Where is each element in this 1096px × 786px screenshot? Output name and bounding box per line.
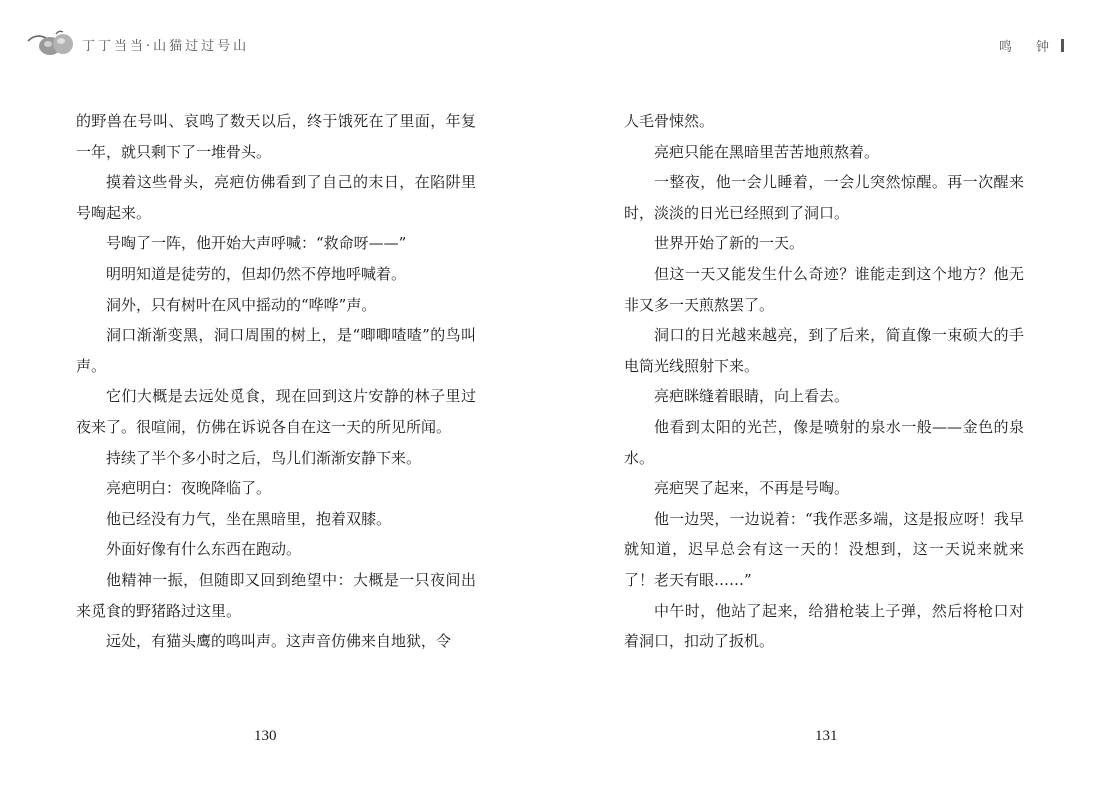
paragraph: 但这一天又能发生什么奇迹？谁能走到这个地方？他无非又多一天煎熬罢了。 — [624, 264, 1024, 314]
paragraph: 洞口渐渐变黑，洞口周围的树上，是“唧唧喳喳”的鸟叫声。 — [76, 326, 476, 375]
paragraph: 洞外，只有树叶在风中摇动的“哗哗”声。 — [106, 295, 377, 314]
paragraph: 人毛骨悚然。 — [624, 112, 715, 130]
paragraph: 摸着这些骨头，亮疤仿佛看到了自己的末日，在陷阱里号啕起来。 — [76, 173, 476, 222]
chapter-title: 鸣 钟 — [998, 40, 1059, 55]
paragraph: 他精神一振，但随即又回到绝望中：大概是一只夜间出来觅食的野猪路过这里。 — [76, 570, 476, 620]
paragraph: 洞口的日光越来越亮，到了后来，简直像一束硕大的手电筒光线照射下来。 — [624, 326, 1024, 375]
paragraph: 世界开始了新的一天。 — [654, 234, 805, 253]
paragraph: 亮疤明白：夜晚降临了。 — [106, 479, 272, 498]
paragraph: 亮疤眯缝着眼睛，向上看去。 — [654, 387, 850, 406]
paragraph: 一整夜，他一会儿睡着，一会儿突然惊醒。再一次醒来时，淡淡的日光已经照到了洞口。 — [624, 173, 1024, 222]
left-page-body — [76, 106, 476, 657]
paragraph: 他已经没有力气，坐在黑暗里，抱着双膝。 — [106, 509, 392, 528]
page-number-right: 131 — [815, 728, 838, 744]
right-page-body — [624, 106, 1024, 657]
paragraph: 他一边哭，一边说着：“我作恶多端，这是报应呀！我早就知道，迟早总会有这一天的！没想到，这一天说来就来了！老天有眼……” — [624, 509, 1024, 589]
paragraph: 远处，有猫头鹰的鸣叫声。这声音仿佛来自地狱，令 — [106, 632, 452, 651]
series-title: 丁丁当当·山猫过过号山 — [82, 38, 250, 54]
paragraph: 明明知道是徒劳的，但却仍然不停地呼喊着。 — [106, 264, 407, 283]
chapter-marker — [1061, 39, 1064, 52]
paragraph: 外面好像有什么东西在跑动。 — [106, 540, 302, 559]
running-header-left — [26, 28, 249, 60]
paragraph: 亮疤只能在黑暗里苦苦地煎熬着。 — [654, 142, 880, 161]
paragraph: 持续了半个多小时之后，鸟儿们渐渐安静下来。 — [106, 448, 422, 467]
running-header-right — [999, 36, 1064, 55]
paragraph: 的野兽在号叫、哀鸣了数天以后，终于饿死在了里面，年复一年，就只剩下了一堆骨头。 — [76, 112, 476, 161]
paragraph: 亮疤哭了起来，不再是号啕。 — [654, 479, 850, 498]
paragraph: 号啕了一阵，他开始大声呼喊：“救命呀——” — [106, 234, 407, 253]
gourd-logo-icon — [26, 29, 78, 59]
paragraph: 中午时，他站了起来，给猎枪装上子弹，然后将枪口对着洞口，扣动了扳机。 — [624, 601, 1024, 651]
page-number-left: 130 — [254, 728, 277, 744]
paragraph: 他看到太阳的光芒，像是喷射的泉水一般——金色的泉水。 — [624, 417, 1024, 467]
paragraph: 它们大概是去远处觅食，现在回到这片安静的林子里过夜来了。很喧闹，仿佛在诉说各自在这一天的所见所闻。 — [76, 387, 476, 436]
